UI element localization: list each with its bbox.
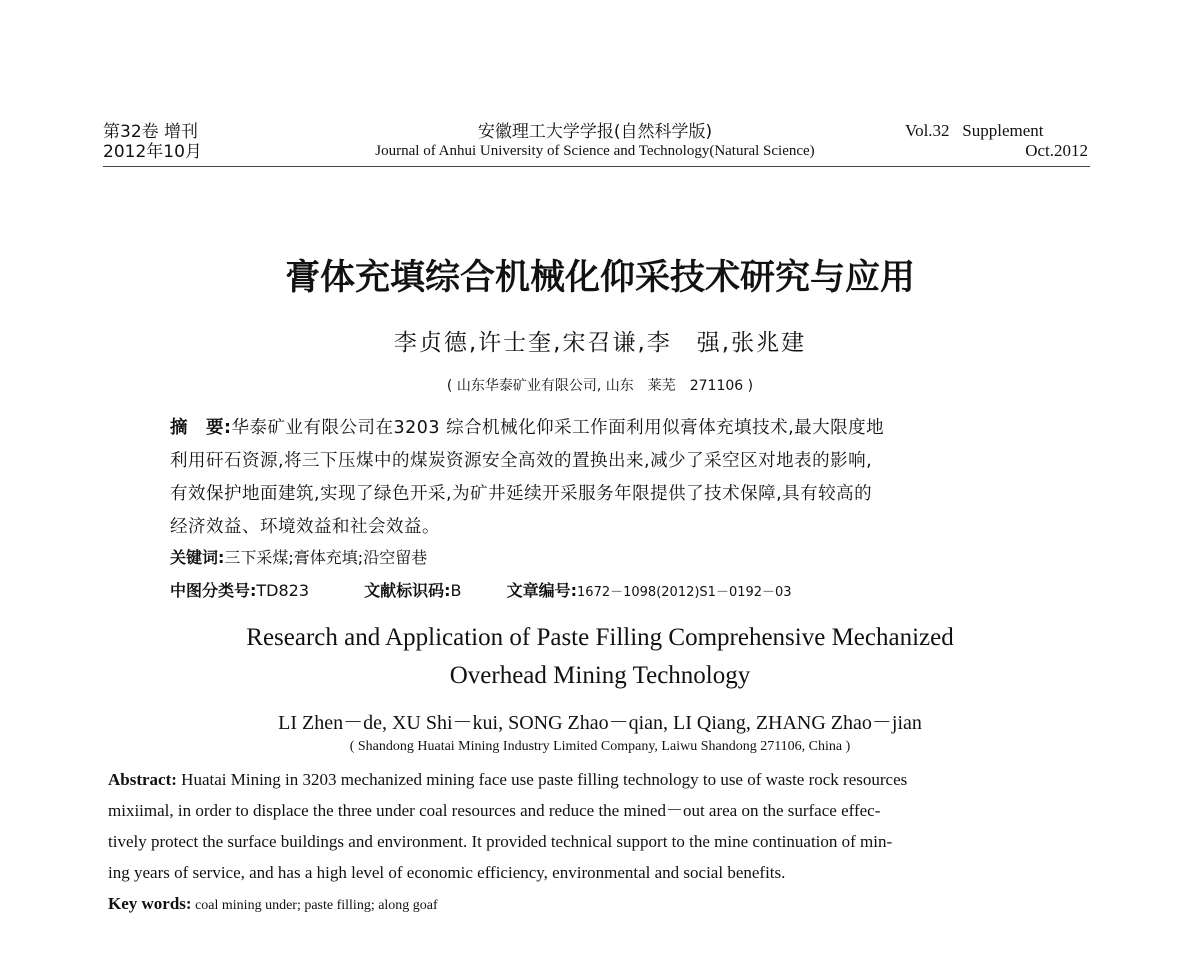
journal-title-en: Journal of Anhui University of Science and Technology(Natural Science) — [375, 143, 815, 159]
date-cn: 2012年10月 — [103, 142, 202, 162]
journal-title-cn: 安徽理工大学学报(自然科学版) — [477, 122, 713, 142]
abstract-cn-label: 摘 要: — [170, 418, 232, 438]
abstract-cn: 摘 要:华泰矿业有限公司在3203 综合机械化仰采工作面利用似膏体充填技术,最大限度地 利用矸石资源,将三下压煤中的煤炭资源安全高效的置换出来,减少了采空区对地表的影响, 有效保护地面建筑,实现了绿色开采,为矿井延续开采服务年限提供了技术保障,具有较高的 经济效益、环境效益和社会效益。 — [170, 418, 885, 537]
title-cn: 膏体充填综合机械化仰采技术研究与应用 — [284, 258, 915, 298]
authors-cn: 李贞德,许士奎,宋召谦,李 强,张兆建 — [393, 330, 807, 356]
affiliation-en: ( Shandong Huatai Mining Industry Limited Company, Laiwu Shandong 271106, China ) — [349, 739, 851, 754]
keywords-en: Key words: coal mining under; paste filling; along goaf — [108, 894, 438, 913]
classification-line: 中图分类号:TD823 文献标识码:B 文章编号:1672－1098(2012)S1－0192－03 — [170, 581, 792, 600]
volume-cn: 第32卷 增刊 — [103, 122, 199, 142]
date-en: Oct.2012 — [1025, 141, 1088, 160]
abstract-en: Abstract: Huatai Mining in 3203 mechanized mining face use paste filling technology to use of waste rock resources mixiimal, in order to displace the three under coal resources and reduce the mined－out area on the surface effec- tively protect the surface buildings and environment. It provided technical support to the mine continuation of min- ing years of service, and has a high level of economic efficiency, environmental and social benefits. — [108, 770, 908, 882]
volume-en: Vol.32 Supplement — [905, 121, 1044, 140]
title-en-line1: Research and Application of Paste Filling Comprehensive Mechanized — [246, 624, 954, 651]
affiliation-cn: ( 山东华泰矿业有限公司, 山东 莱芜 271106 ) — [446, 378, 754, 394]
title-en-line2: Overhead Mining Technology — [449, 662, 751, 689]
keywords-cn: 关键词:三下采煤;膏体充填;沿空留巷 — [170, 548, 428, 567]
abstract-en-label: Abstract: — [108, 770, 177, 789]
header-rule — [103, 166, 1090, 167]
authors-en: LI Zhen－de, XU Shi－kui, SONG Zhao－qian, LI Qiang, ZHANG Zhao－jian — [278, 712, 922, 734]
